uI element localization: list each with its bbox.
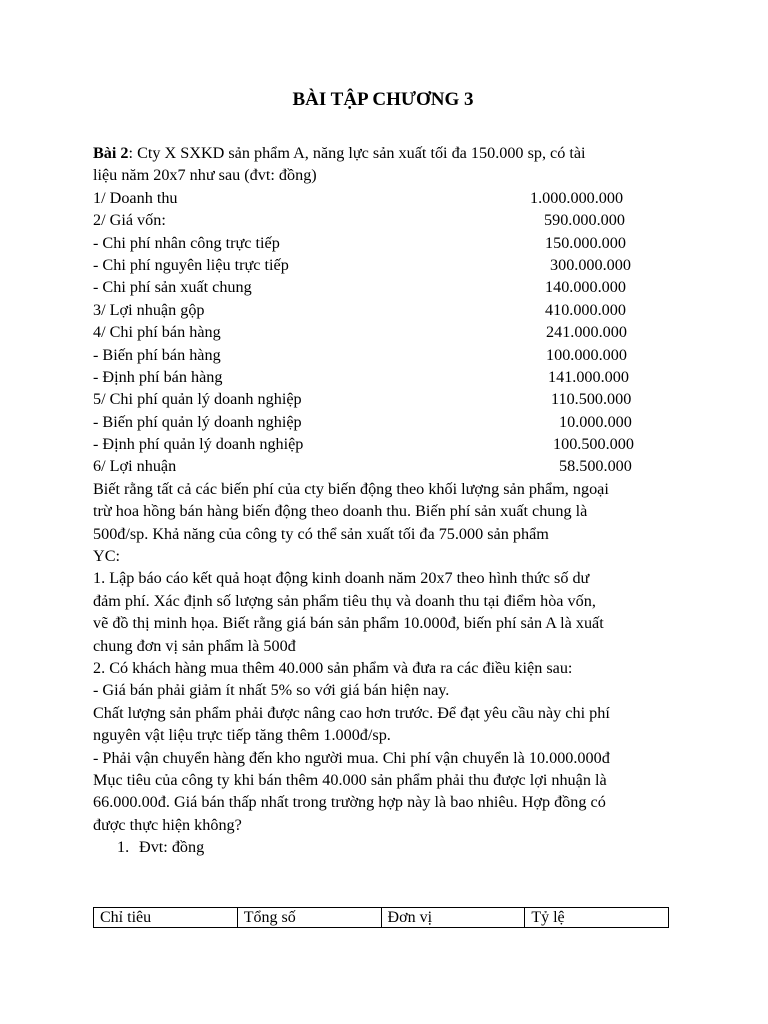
item-label: 5/ Chi phí quản lý doanh nghiệp — [93, 390, 302, 409]
item-amount: 110.500.000 — [551, 390, 632, 409]
item-row — [93, 366, 673, 388]
item-row — [93, 344, 673, 366]
item-amount: 100.000.000 — [546, 345, 627, 364]
report-table — [93, 907, 669, 928]
item-label: 1/ Doanh thu — [93, 188, 178, 207]
item-row — [93, 321, 673, 343]
item-label: 4/ Chi phí bán hàng — [93, 323, 221, 342]
table-header-cell: Đơn vị — [381, 908, 525, 928]
item-amount: 1.000.000.000 — [530, 188, 624, 207]
item-amount: 58.500.000 — [559, 457, 632, 476]
item-label: - Định phí quản lý doanh nghiệp — [93, 435, 304, 454]
item-label: - Biến phí bán hàng — [93, 345, 221, 364]
problem-intro-line-2: liệu năm 20x7 như sau (đvt: đồng) — [93, 166, 317, 185]
table-header-cell: Chỉ tiêu — [94, 908, 238, 928]
item-row — [93, 209, 673, 231]
item-label: 3/ Lợi nhuận gộp — [93, 300, 205, 319]
item-row — [93, 254, 673, 276]
item-amount: 140.000.000 — [545, 278, 626, 297]
question-line: được thực hiện không? — [93, 815, 242, 834]
item-amount: 150.000.000 — [545, 233, 626, 252]
paragraph-line: trừ hoa hồng bán hàng biến động theo doanh thu. Biến phí sản xuất chung là — [93, 502, 588, 521]
item-amount: 410.000.000 — [545, 300, 626, 319]
item-label: - Chi phí sản xuất chung — [93, 278, 252, 297]
question-line: 2. Có khách hàng mua thêm 40.000 sản phẩm và đưa ra các điều kiện sau: — [93, 658, 573, 677]
item-row — [93, 433, 673, 455]
document-title: BÀI TẬP CHƯƠNG 3 — [292, 89, 474, 110]
item-row — [93, 299, 673, 321]
requirements-heading: YC: — [93, 547, 120, 566]
item-label: - Định phí bán hàng — [93, 367, 223, 386]
item-label: - Chi phí nhân công trực tiếp — [93, 233, 280, 252]
question-line: chung đơn vị sản phẩm là 500đ — [93, 636, 296, 655]
question-line: 1. Lập báo cáo kết quả hoạt động kinh doanh năm 20x7 theo hình thức số dư — [93, 569, 590, 588]
problem-intro-line-1 — [93, 142, 673, 164]
item-label: 2/ Giá vốn: — [93, 211, 166, 230]
problem-label: Bài 2 — [93, 144, 129, 162]
paragraph-line: Biết rằng tất cả các biến phí của cty biến động theo khối lượng sản phẩm, ngoại — [93, 479, 609, 498]
list-text: Đvt: đồng — [139, 838, 205, 857]
item-label: 6/ Lợi nhuận — [93, 457, 177, 476]
paragraph-line: 500đ/sp. Khả năng của công ty có thể sản xuất tối đa 75.000 sản phẩm — [93, 524, 549, 543]
item-amount: 141.000.000 — [548, 367, 629, 386]
item-row — [93, 276, 673, 298]
item-row — [93, 187, 673, 209]
item-label: - Chi phí nguyên liệu trực tiếp — [93, 255, 289, 274]
item-amount: 10.000.000 — [559, 412, 632, 431]
item-row — [93, 411, 673, 433]
question-line: đảm phí. Xác định số lượng sản phẩm tiêu thụ và doanh thu tại điểm hòa vốn, — [93, 591, 596, 610]
item-amount: 590.000.000 — [544, 211, 625, 230]
item-amount: 300.000.000 — [550, 255, 631, 274]
question-line: Chất lượng sản phẩm phải được nâng cao hơn trước. Để đạt yêu cầu này chi phí — [93, 703, 610, 722]
problem-intro-text: : Cty X SXKD sản phẩm A, năng lực sản xuất tối đa 150.000 sp, có tài — [128, 144, 586, 162]
question-line: Mục tiêu của công ty khi bán thêm 40.000 sản phẩm phải thu được lợi nhuận là — [93, 770, 607, 789]
list-number: 1. — [117, 838, 130, 857]
question-line: nguyên vật liệu trực tiếp tăng thêm 1.000đ/sp. — [93, 726, 391, 745]
question-line: - Giá bán phải giảm ít nhất 5% so với giá bán hiện nay. — [93, 681, 450, 700]
numbered-list-item — [93, 836, 673, 858]
item-amount: 241.000.000 — [546, 323, 627, 342]
item-row — [93, 388, 673, 410]
item-row — [93, 232, 673, 254]
question-line: vẽ đồ thị minh họa. Biết rằng giá bán sản phẩm 10.000đ, biến phí sản A là xuất — [93, 614, 604, 633]
question-line: 66.000.00đ. Giá bán thấp nhất trong trường hợp này là bao nhiêu. Hợp đồng có — [93, 793, 606, 812]
question-line: - Phải vận chuyển hàng đến kho người mua. Chi phí vận chuyển là 10.000.000đ — [93, 748, 610, 767]
item-amount: 100.500.000 — [553, 435, 634, 454]
item-row — [93, 455, 673, 477]
document-body — [93, 142, 673, 859]
table-header-cell: Tổng số — [237, 908, 381, 928]
item-label: - Biến phí quản lý doanh nghiệp — [93, 412, 302, 431]
table-header-cell: Tỷ lệ — [525, 908, 669, 928]
table-header-row — [94, 908, 669, 928]
